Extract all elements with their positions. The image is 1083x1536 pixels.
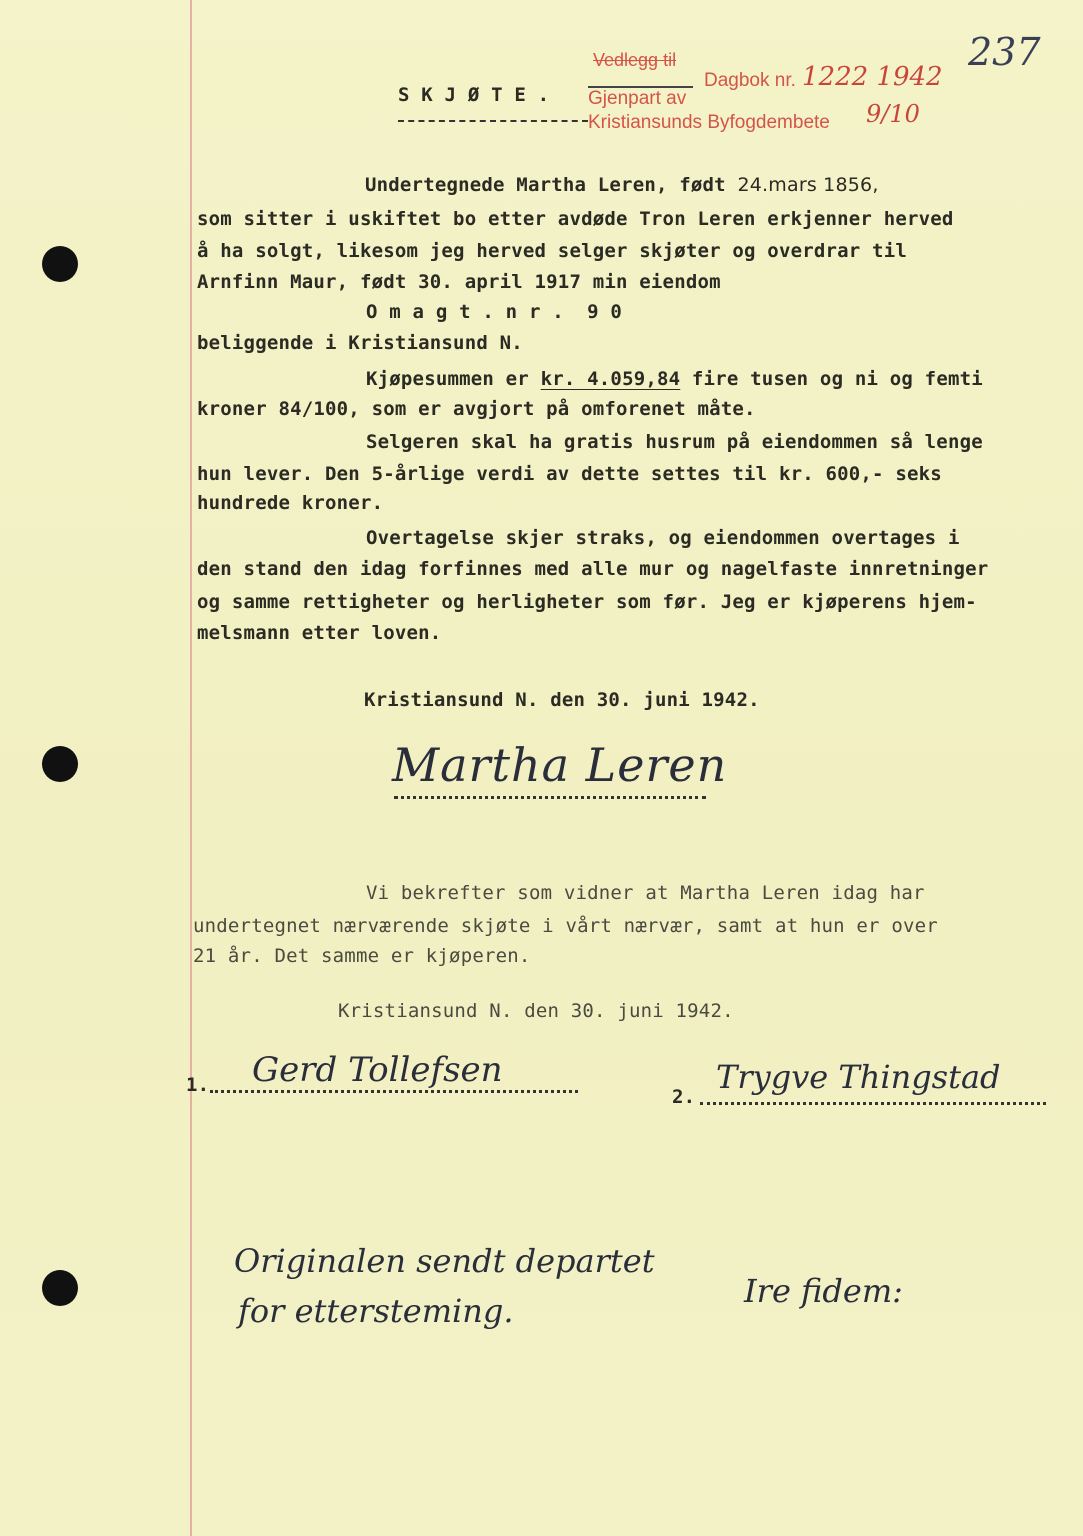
note-left-line-2: for ettersteming. [238, 1292, 514, 1330]
seller-birthdate: 24.mars 1856, [737, 174, 879, 196]
property-name: O m a g t . n r . 9 0 [366, 301, 623, 323]
witness-line-2: undertegnet nærværende skjøte i vårt nærvær, samt at hun er over [193, 915, 938, 937]
body-line-2: som sitter i uskiftet bo etter avdøde Tron Leren erkjenner herved [197, 208, 954, 230]
body-line-4: Arnfinn Maur, født 30. april 1917 min eiendom [197, 271, 721, 293]
body-line-7-suffix: fire tusen og ni og femti [680, 368, 983, 390]
body-line-14: og samme rettigheter og herligheter som før. Jeg er kjøperens hjem- [197, 591, 977, 613]
note-right: Ire fidem: [744, 1272, 903, 1310]
stamp-gjenpart: Gjenpart av [588, 88, 687, 109]
witness-place-date: Kristiansund N. den 30. juni 1942. [338, 1000, 734, 1022]
stamp-dagbok: Dagbok nr. [704, 70, 796, 91]
witness-2-line [700, 1102, 1046, 1105]
punch-hole-bottom [42, 1270, 78, 1306]
body-line-7-prefix: Kjøpesummen er [366, 368, 541, 390]
witness-line-3: 21 år. Det samme er kjøperen. [193, 945, 531, 967]
note-left-line-1: Originalen sendt departet [234, 1242, 655, 1280]
witness-2-signature: Trygve Thingstad [716, 1058, 1001, 1096]
body-line-3: å ha solgt, likesom jeg herved selger skjøter og overdrar til [197, 240, 907, 262]
seller-signature-line [394, 796, 706, 799]
margin-line [190, 0, 192, 1536]
body-line-15: melsmann etter loven. [197, 622, 442, 644]
body-line-12: Overtagelse skjer straks, og eiendommen overtages i [366, 527, 960, 549]
body-line-6: beliggende i Kristiansund N. [197, 332, 523, 354]
witness-1-number: 1. [186, 1074, 210, 1096]
witness-line-1: Vi bekrefter som vidner at Martha Leren idag har [366, 882, 925, 904]
page-number: 237 [968, 30, 1041, 74]
witness-2-number: 2. [672, 1086, 696, 1108]
stamp-date-hand: 9/10 [866, 100, 920, 128]
document-title: S K J Ø T E . [398, 84, 550, 106]
body-line-1-text: Undertegnede Martha Leren, født [365, 174, 738, 196]
punch-hole-middle [42, 746, 78, 782]
stamp-dagbok-number: 1222 1942 [802, 62, 943, 92]
punch-hole-top [42, 246, 78, 282]
body-line-9: Selgeren skal ha gratis husrum på eiendommen så lenge [366, 431, 983, 453]
body-line-7 [366, 368, 983, 390]
body-line-8: kroner 84/100, som er avgjort på omforenet måte. [197, 398, 756, 420]
stamp-vedlegg: Vedlegg til [593, 50, 677, 70]
body-line-11: hundrede kroner. [197, 492, 384, 514]
body-line-13: den stand den idag forfinnes med alle mur og nagelfaste innretninger [197, 558, 989, 580]
seller-signature: Martha Leren [392, 738, 728, 792]
body-line-10: hun lever. Den 5-årlige verdi av dette settes til kr. 600,- seks [197, 463, 942, 485]
witness-1-signature: Gerd Tollefsen [252, 1050, 503, 1090]
purchase-amount: kr. 4.059,84 [540, 368, 681, 390]
witness-1-line [210, 1090, 578, 1093]
stamp-office: Kristiansunds Byfogdembete [588, 112, 830, 133]
place-date: Kristiansund N. den 30. juni 1942. [364, 689, 760, 711]
title-underline [398, 120, 588, 122]
body-line-1 [365, 174, 879, 196]
